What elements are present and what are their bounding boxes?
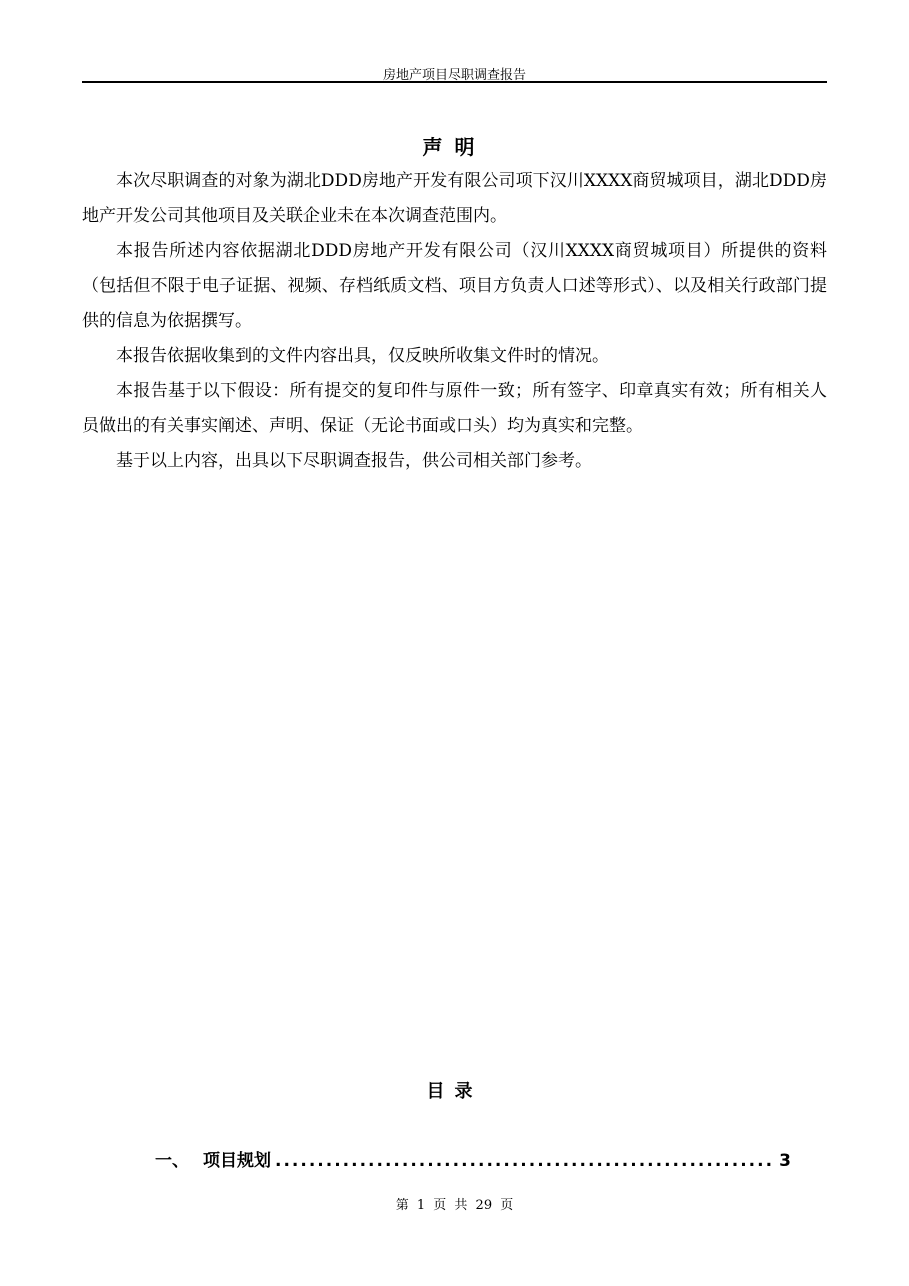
statement-paragraph: 本报告依据收集到的文件内容出具，仅反映所收集文件时的情况。: [116, 346, 609, 366]
toc-item-page: 3: [779, 1151, 791, 1171]
toc-dot-leader: [275, 1151, 775, 1171]
toc-item-label: 项目规划: [203, 1151, 271, 1171]
statement-paragraph: 基于以上内容，出具以下尽职调查报告，供公司相关部门参考。: [116, 451, 592, 471]
toc-title: 目录: [426, 1081, 483, 1102]
statement-paragraph: 本报告所述内容依据湖北DDD房地产开发有限公司（汉川XXXX商贸城项目）所提供的资料（包括但不限于电子证据、视频、存档纸质文档、项目方负责人口述等形式）、以及相关行政部门提供的信息为依据撰写。: [82, 241, 827, 331]
statement-title: 声明: [422, 135, 487, 159]
header-rule: [82, 81, 827, 83]
statement-body: [82, 164, 827, 479]
statement-paragraph: 本报告基于以下假设：所有提交的复印件与原件一致；所有签字、印章真实有效；所有相关人员做出的有关事实阐述、声明、保证（无论书面或口头）均为真实和完整。: [82, 381, 827, 436]
statement-paragraph: 本次尽职调查的对象为湖北DDD房地产开发有限公司项下汉川XXXX商贸城项目，湖北DDD房地产开发公司其他项目及关联企业未在本次调查范围内。: [82, 171, 827, 226]
toc-item-number: 一、: [155, 1151, 189, 1171]
page-footer: 第 1 页 共 29 页: [395, 1198, 514, 1213]
page-header: 房地产项目尽职调查报告: [382, 68, 526, 83]
toc-item[interactable]: [155, 1146, 791, 1171]
